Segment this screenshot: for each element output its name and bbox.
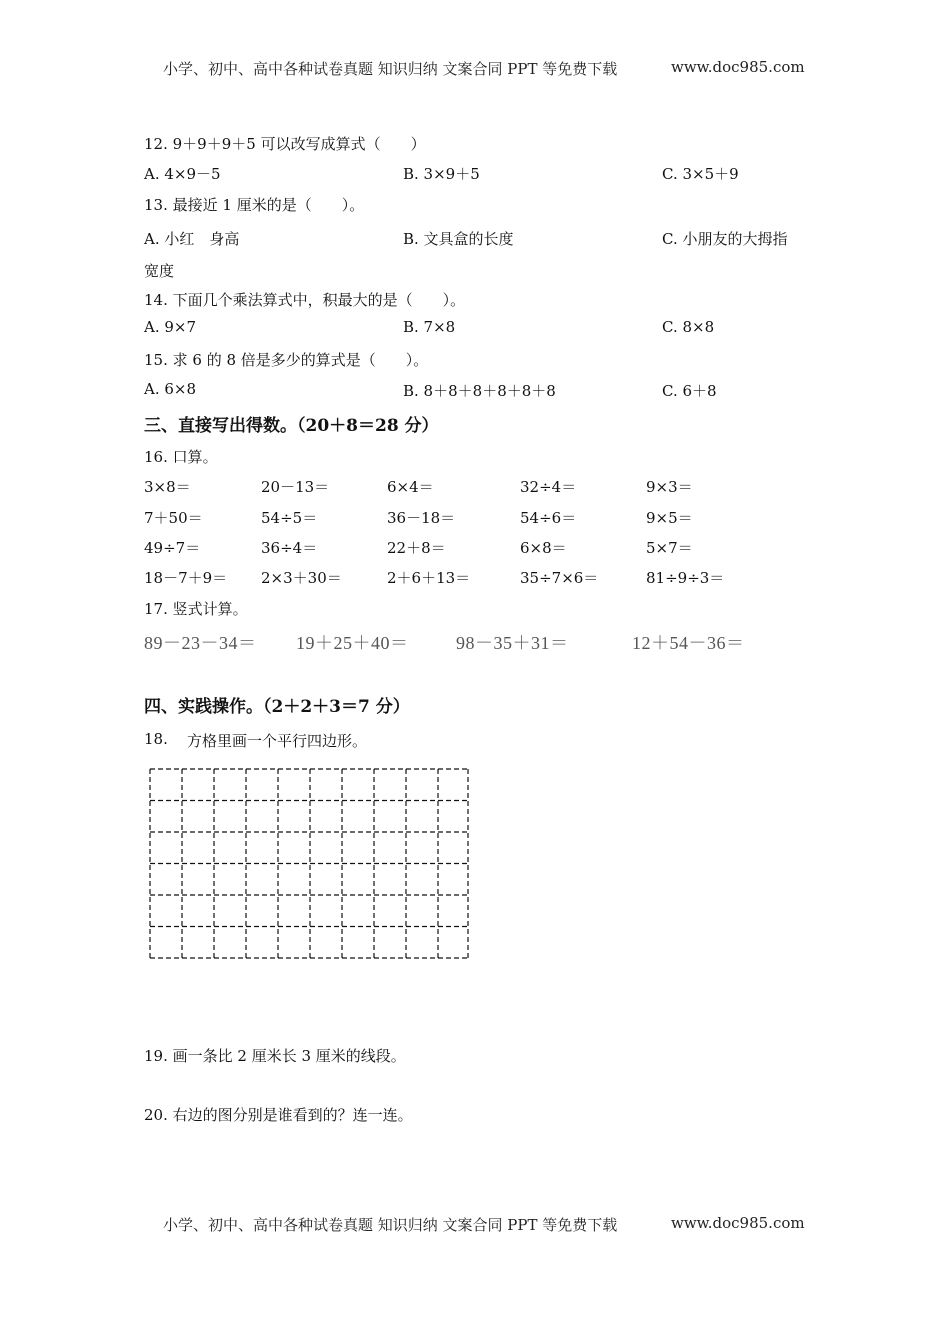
oral-calc-item: 49÷7＝ bbox=[144, 539, 201, 557]
question-15-option-b: B. 8＋8＋8＋8＋8＋8 bbox=[403, 382, 556, 400]
question-15-option-a: A. 6×8 bbox=[144, 380, 197, 398]
oral-calc-item: 20－13＝ bbox=[261, 478, 330, 496]
question-12-option-c: C. 3×5＋9 bbox=[662, 165, 739, 183]
question-12-option-a: A. 4×9－5 bbox=[144, 165, 221, 183]
question-13-option-a: A. 小红 身高 bbox=[144, 230, 240, 248]
header-text: 小学、初中、高中各种试卷真题 知识归纳 文案合同 PPT 等免费下载 bbox=[163, 60, 618, 78]
vertical-calc-item: 89－23－34＝ bbox=[144, 633, 257, 653]
question-14-stem: 14. 下面几个乘法算式中，积最大的是（ ）。 bbox=[144, 291, 466, 309]
oral-calc-item: 35÷7×6＝ bbox=[520, 569, 599, 587]
dashed-drawing-grid[interactable] bbox=[149, 768, 471, 960]
question-15-option-c: C. 6＋8 bbox=[662, 382, 717, 400]
vertical-calc-item: 19＋25＋40＝ bbox=[296, 633, 409, 653]
oral-calc-item: 32÷4＝ bbox=[520, 478, 577, 496]
question-14-option-b: B. 7×8 bbox=[403, 318, 456, 336]
question-13-option-c: C. 小朋友的大拇指 bbox=[662, 230, 788, 248]
oral-calc-item: 18－7＋9＝ bbox=[144, 569, 228, 587]
oral-calc-item: 2×3＋30＝ bbox=[261, 569, 342, 587]
footer-url[interactable]: www.doc985.com bbox=[671, 1214, 805, 1232]
oral-calc-item: 22＋8＝ bbox=[387, 539, 446, 557]
question-13-stem: 13. 最接近 1 厘米的是（ ）。 bbox=[144, 196, 365, 214]
oral-calc-item: 36÷4＝ bbox=[261, 539, 318, 557]
oral-calc-item: 81÷9÷3＝ bbox=[646, 569, 725, 587]
vertical-calc-item: 12＋54－36＝ bbox=[632, 633, 745, 653]
question-14-option-a: A. 9×7 bbox=[144, 318, 197, 336]
question-18-text: 方格里画一个平行四边形。 bbox=[187, 732, 368, 750]
question-12-option-b: B. 3×9＋5 bbox=[403, 165, 480, 183]
oral-calc-item: 54÷5＝ bbox=[261, 509, 318, 527]
oral-calc-item: 6×8＝ bbox=[520, 539, 567, 557]
header-url[interactable]: www.doc985.com bbox=[671, 58, 805, 76]
oral-calc-item: 2＋6＋13＝ bbox=[387, 569, 471, 587]
oral-calc-item: 5×7＝ bbox=[646, 539, 693, 557]
question-17-stem: 17. 竖式计算。 bbox=[144, 600, 248, 618]
section-4-title: 四、实践操作。（2＋2＋3＝7 分） bbox=[144, 697, 410, 717]
question-19-text: 19. 画一条比 2 厘米长 3 厘米的线段。 bbox=[144, 1047, 406, 1065]
oral-calc-item: 54÷6＝ bbox=[520, 509, 577, 527]
oral-calc-item: 6×4＝ bbox=[387, 478, 434, 496]
question-13-option-b: B. 文具盒的长度 bbox=[403, 230, 514, 248]
question-14-option-c: C. 8×8 bbox=[662, 318, 715, 336]
question-13-option-c-continued: 宽度 bbox=[144, 262, 175, 280]
oral-calc-item: 36－18＝ bbox=[387, 509, 456, 527]
question-12-stem: 12. 9＋9＋9＋5 可以改写成算式（ ） bbox=[144, 135, 426, 153]
section-3-title: 三、直接写出得数。（20＋8＝28 分） bbox=[144, 416, 439, 436]
oral-calc-item: 7＋50＝ bbox=[144, 509, 203, 527]
oral-calc-item: 9×5＝ bbox=[646, 509, 693, 527]
oral-calc-item: 9×3＝ bbox=[646, 478, 693, 496]
question-15-stem: 15. 求 6 的 8 倍是多少的算式是（ ）。 bbox=[144, 351, 429, 369]
vertical-calc-item: 98－35＋31＝ bbox=[456, 633, 569, 653]
footer-text: 小学、初中、高中各种试卷真题 知识归纳 文案合同 PPT 等免费下载 bbox=[163, 1216, 618, 1234]
question-16-stem: 16. 口算。 bbox=[144, 448, 218, 466]
question-18-number: 18. bbox=[144, 730, 168, 748]
question-20-text: 20. 右边的图分别是谁看到的？连一连。 bbox=[144, 1106, 413, 1124]
oral-calc-item: 3×8＝ bbox=[144, 478, 191, 496]
